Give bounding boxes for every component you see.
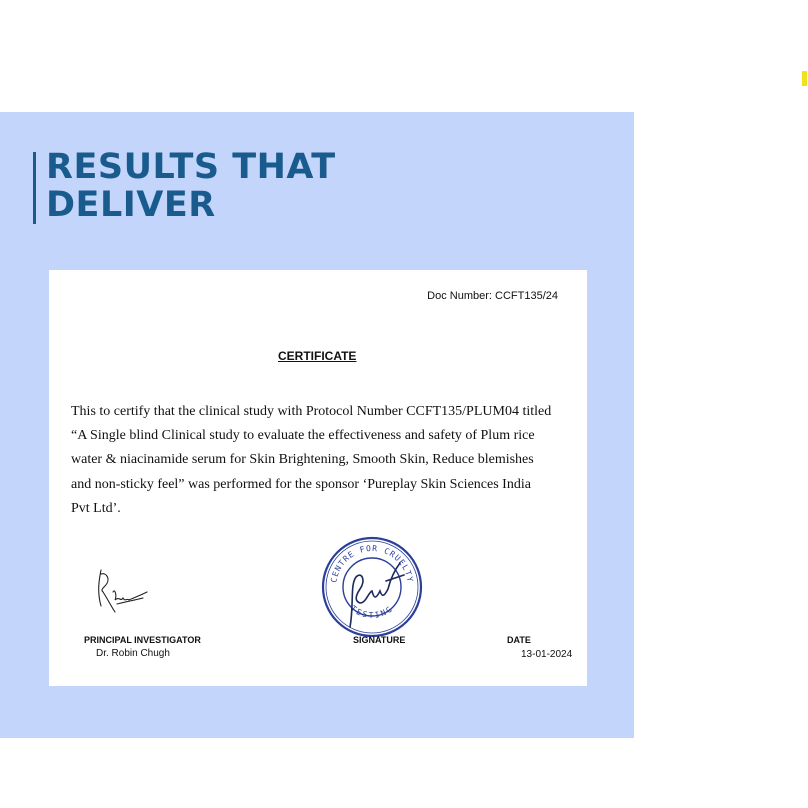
body-line: water & niacinamide serum for Skin Brightening, Smooth Skin, Reduce blemishes — [71, 452, 534, 468]
principal-investigator-name: Dr. Robin Chugh — [96, 648, 170, 659]
investigator-signature — [93, 562, 153, 618]
svg-text:CENTRE FOR CRUELTY: CENTRE FOR CRUELTY — [329, 543, 415, 584]
doc-number: Doc Number: CCFT135/24 — [427, 290, 558, 302]
heading-line-2: DELIVER — [46, 185, 216, 225]
cruelty-free-stamp — [320, 535, 424, 639]
certificate-document — [49, 270, 587, 686]
certificate-title: CERTIFICATE — [278, 349, 357, 363]
heading-accent-bar — [33, 152, 36, 224]
body-line: Pvt Ltd’. — [71, 500, 121, 516]
body-line: “A Single blind Clinical study to evaluate the effectiveness and safety of Plum rice — [71, 428, 535, 444]
date-label: DATE — [507, 635, 531, 645]
principal-investigator-label: PRINCIPAL INVESTIGATOR — [84, 635, 201, 645]
signature-label: SIGNATURE — [353, 635, 406, 645]
date-value: 13-01-2024 — [521, 649, 573, 660]
section-heading — [46, 148, 336, 224]
certificate-body — [71, 400, 571, 521]
body-line: and non-sticky feel” was performed for the sponsor ‘Pureplay Skin Sciences India — [71, 476, 531, 492]
yellow-accent-mark — [802, 71, 807, 86]
svg-text:TESTING: TESTING — [348, 603, 396, 620]
heading-line-1: RESULTS THAT — [46, 147, 336, 187]
body-line: This to certify that the clinical study with Protocol Number CCFT135/PLUM04 titled — [71, 404, 552, 419]
